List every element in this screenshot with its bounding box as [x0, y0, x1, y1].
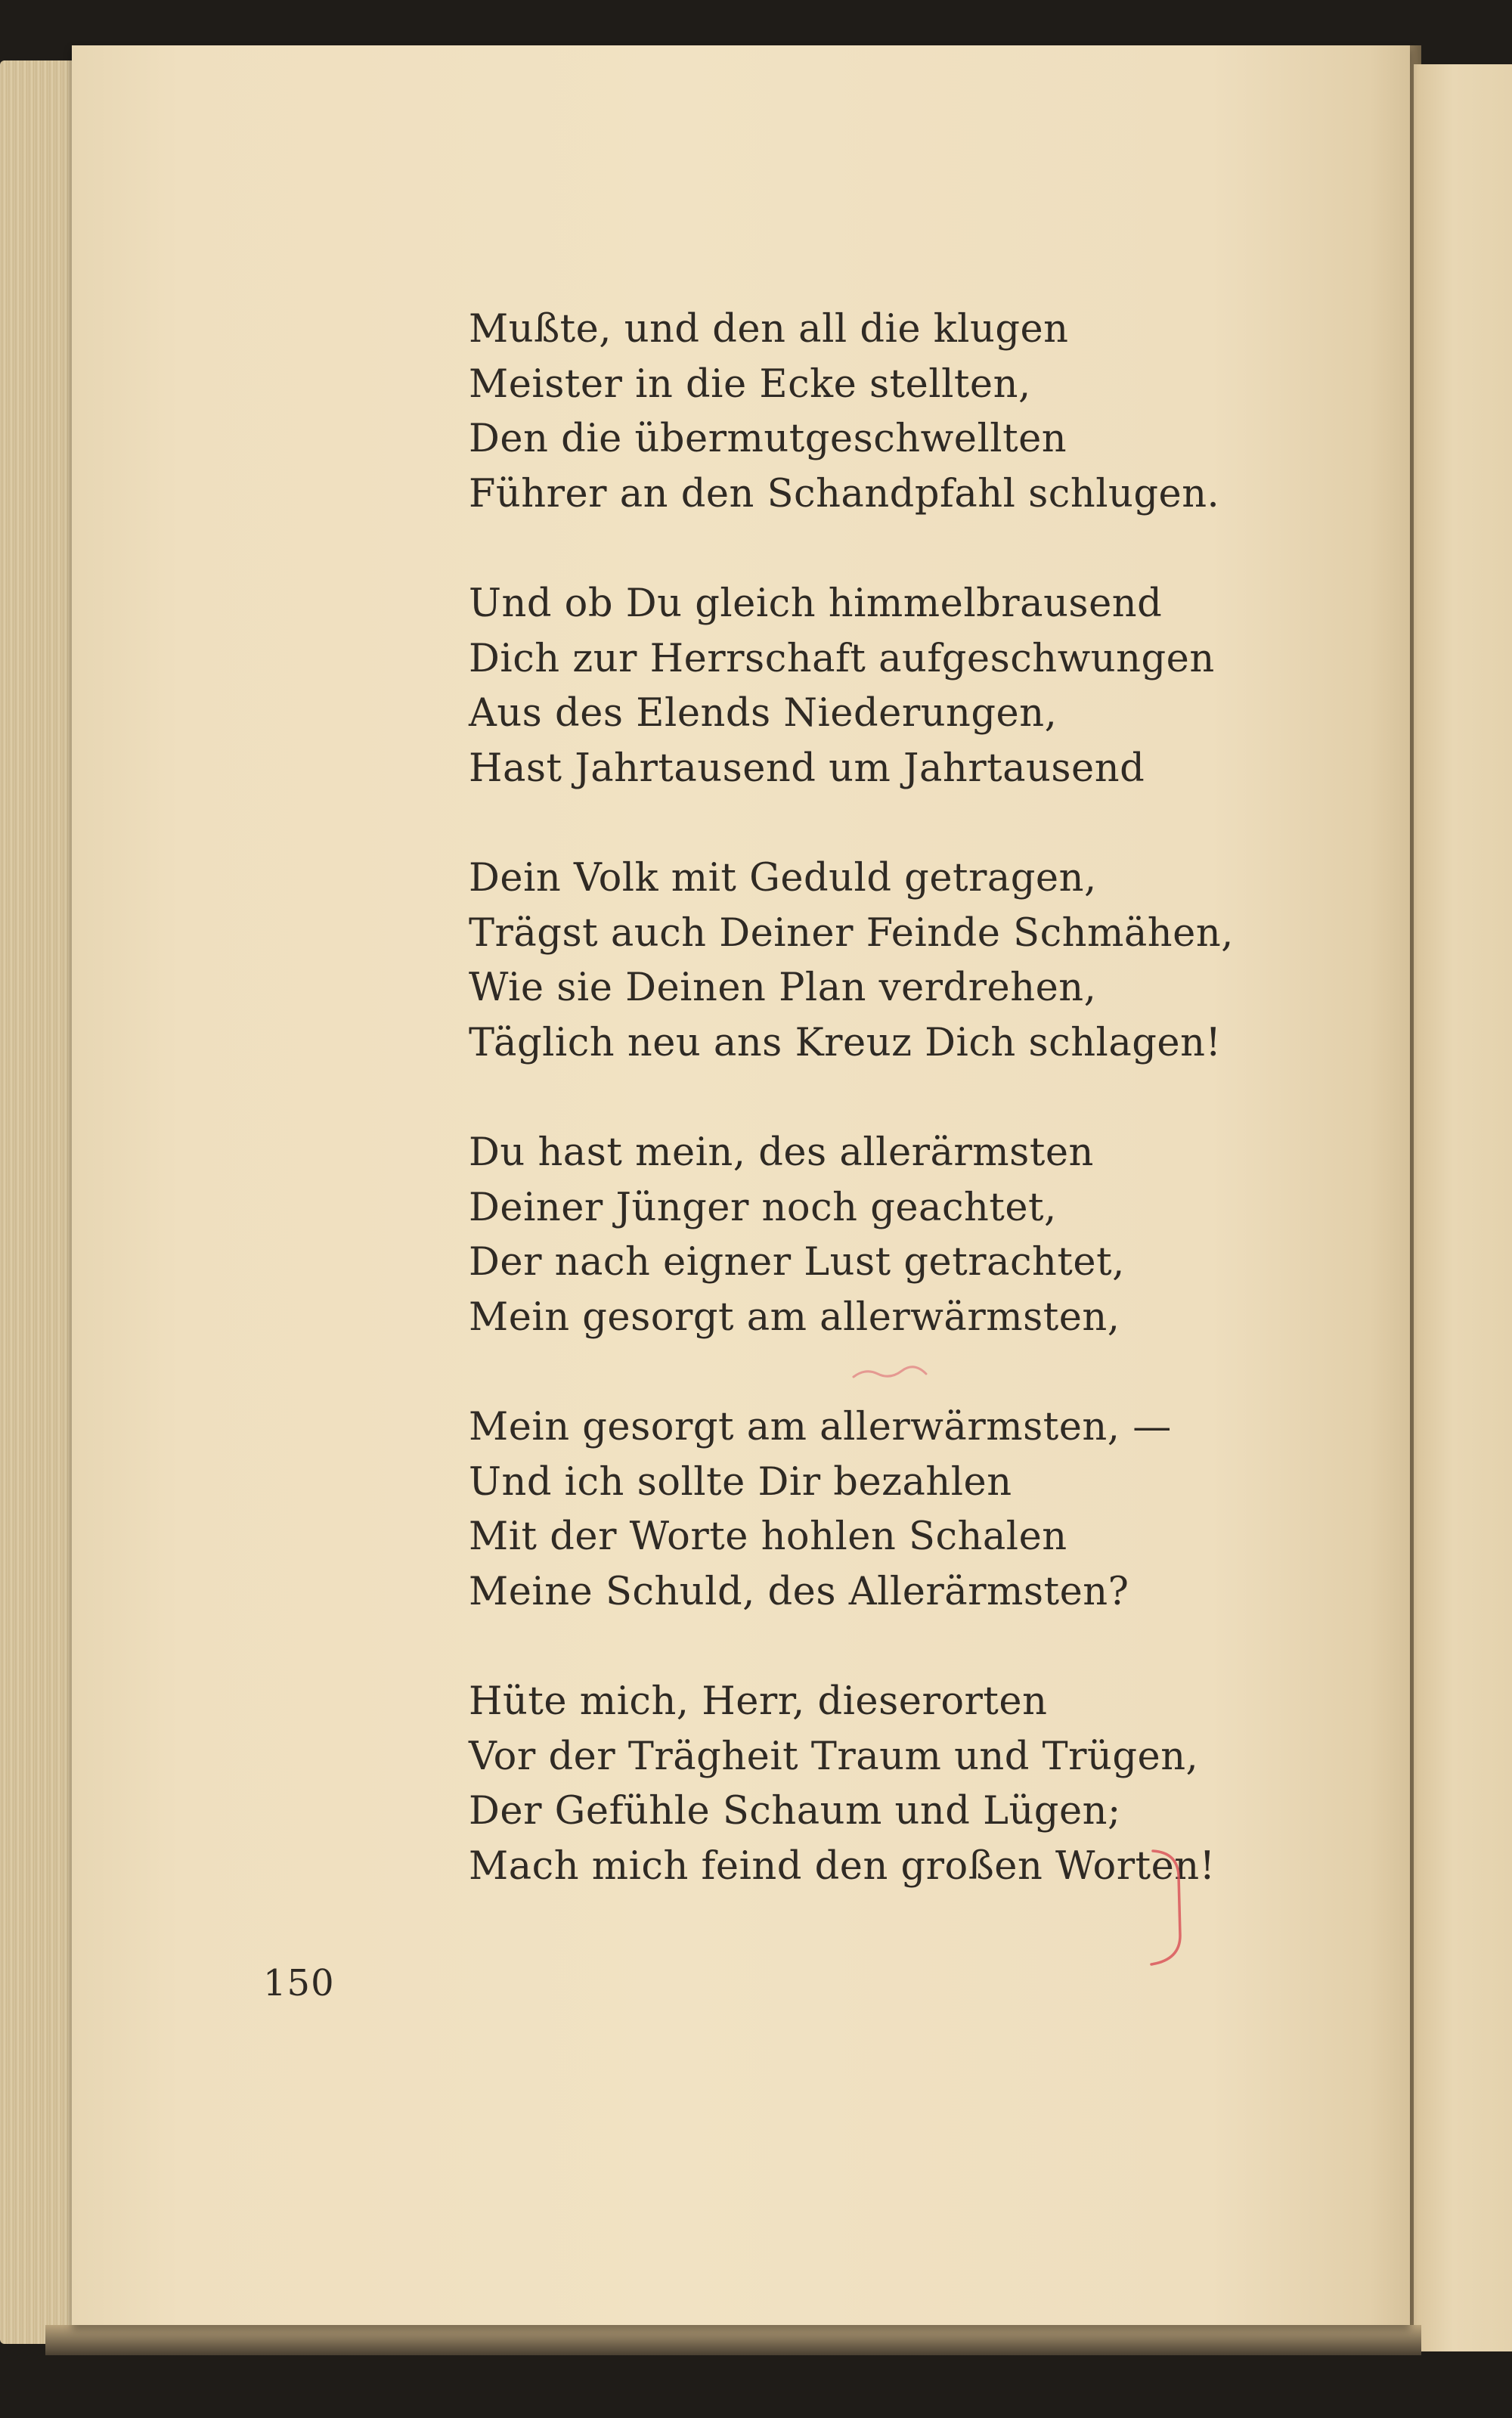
- poem-line: Den die übermutgeschwellten: [469, 417, 1067, 461]
- poem-line: Mein gesorgt am allerwärmsten, —: [469, 1405, 1172, 1449]
- poem-line: Trägst auch Deiner Feinde Schmähen,: [469, 910, 1234, 956]
- poem-line: Meister in die Ecke stellten,: [469, 361, 1031, 407]
- poem-line: Aus des Elends Niederungen,: [469, 691, 1058, 736]
- poem-line: Meine Schuld, des Allerärmsten?: [469, 1569, 1129, 1614]
- poem-line: Täglich neu ans Kreuz Dich schlagen!: [469, 1020, 1222, 1065]
- stanza: [469, 1126, 1225, 1345]
- poem-line: Vor der Trägheit Traum und Trügen,: [469, 1734, 1199, 1779]
- poem-line: Der Gefühle Schaum und Lügen;: [469, 1789, 1121, 1834]
- poem-line: Hast Jahrtausend um Jahrtausend: [469, 746, 1145, 791]
- stanza: [469, 1675, 1225, 1894]
- stanza: [469, 851, 1234, 1071]
- poem-line: Und ich sollte Dir bezahlen: [469, 1459, 1012, 1505]
- poem-line: Du hast mein, des allerärmsten: [469, 1130, 1094, 1175]
- poem-line: Mein gesorgt am allerwärmsten,: [469, 1294, 1120, 1340]
- facing-page: [1414, 64, 1512, 2351]
- poem-line: Mit der Worte hohlen Schalen: [469, 1514, 1067, 1559]
- poem-line: Dein Volk mit Geduld getragen,: [469, 856, 1097, 901]
- stanza: [469, 302, 1225, 522]
- poem-line: Wie sie Deinen Plan verdrehen,: [469, 966, 1097, 1010]
- poem-line: Mußte, und den all die klugen: [469, 307, 1069, 352]
- stanza: [469, 1400, 1225, 1620]
- poem-line: Hüte mich, Herr, dieserorten: [469, 1679, 1048, 1724]
- bottom-shadow: [45, 2325, 1421, 2355]
- poem-line: Mach mich feind den großen Worten!: [469, 1843, 1216, 1889]
- poem: [469, 302, 1234, 1894]
- poem-line: Dich zur Herrschaft aufgeschwungen: [469, 636, 1215, 681]
- poem-line: Führer an den Schandpfahl schlugen.: [469, 471, 1220, 516]
- page-number: 150: [263, 1962, 335, 2004]
- poem-line: Deiner Jünger noch geachtet,: [469, 1185, 1057, 1230]
- stanza: [469, 577, 1225, 796]
- poem-line: Und ob Du gleich himmelbrausend: [469, 581, 1163, 626]
- poem-line: Der nach eigner Lust getrachtet,: [469, 1240, 1125, 1285]
